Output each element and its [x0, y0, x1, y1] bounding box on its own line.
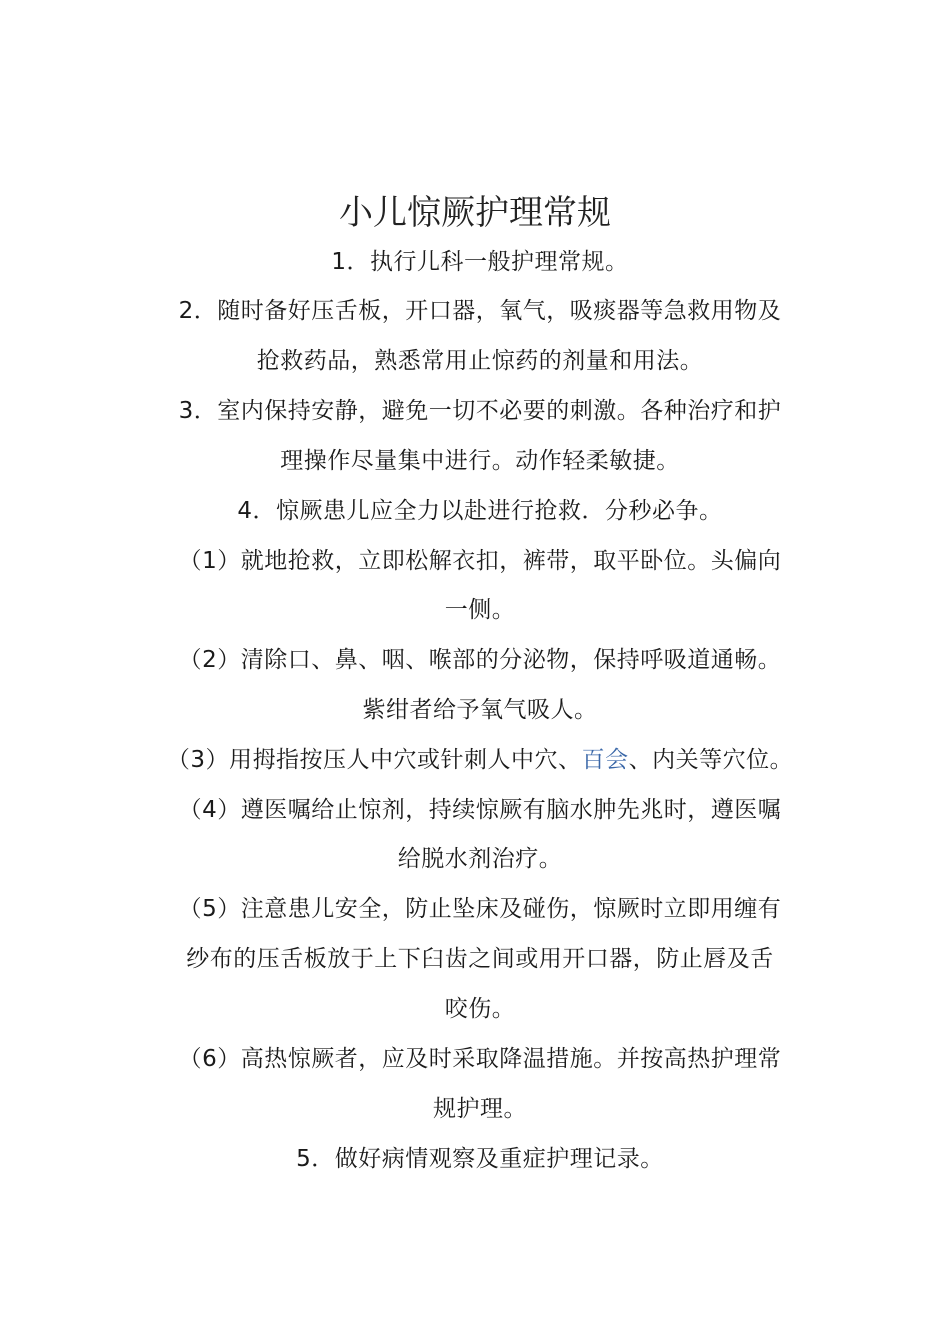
- text-line-2: 2．随时备好压舌板，开口器，氧气，吸痰器等急救用物及: [178, 298, 782, 324]
- text-line-1: 1．执行儿科一般护理常规。: [331, 249, 629, 275]
- text-line-15: 纱布的压舌板放于上下臼齿之间或用开口器，防止唇及舌: [186, 946, 774, 972]
- text-line-4: 3．室内保持安静，避免一切不必要的刺激。各种治疗和护: [178, 398, 782, 424]
- text-line-18: 规护理。: [433, 1096, 527, 1122]
- text-line-14: （5）注意患儿安全，防止坠床及碰伤，惊厥时立即用缠有: [178, 896, 782, 922]
- text-line-11-after: 、内关等穴位。: [628, 747, 794, 773]
- page-title: 小儿惊厥护理常规: [339, 193, 611, 233]
- text-line-3: 抢救药品，熟悉常用止惊药的剂量和用法。: [256, 348, 704, 374]
- text-line-7: （1）就地抢救，立即松解衣扣，裤带，取平卧位。头偏向: [178, 548, 782, 574]
- text-line-6: 4．惊厥患儿应全力以赴进行抢救．分秒必争。: [237, 498, 723, 524]
- text-line-9: （2）清除口、鼻、咽、喉部的分泌物，保持呼吸道通畅。: [178, 647, 782, 673]
- text-line-16: 咬伤。: [444, 996, 516, 1022]
- text-line-5: 理操作尽量集中进行。动作轻柔敏捷。: [280, 448, 680, 474]
- text-line-10: 紫绀者给予氧气吸人。: [362, 697, 598, 723]
- text-line-19: 5．做好病情观察及重症护理记录。: [296, 1146, 664, 1172]
- text-line-11: [120, 740, 840, 780]
- text-line-13: 给脱水剂治疗。: [397, 846, 563, 872]
- text-line-11-before: （3）用拇指按压人中穴或针刺人中穴、: [166, 747, 582, 773]
- baihui-link[interactable]: 百会: [581, 747, 629, 773]
- text-line-17: （6）高热惊厥者，应及时采取降温措施。并按高热护理常: [178, 1046, 782, 1072]
- text-line-12: （4）遵医嘱给止惊剂，持续惊厥有脑水肿先兆时，遵医嘱: [178, 797, 782, 823]
- text-line-8: 一侧。: [444, 597, 516, 623]
